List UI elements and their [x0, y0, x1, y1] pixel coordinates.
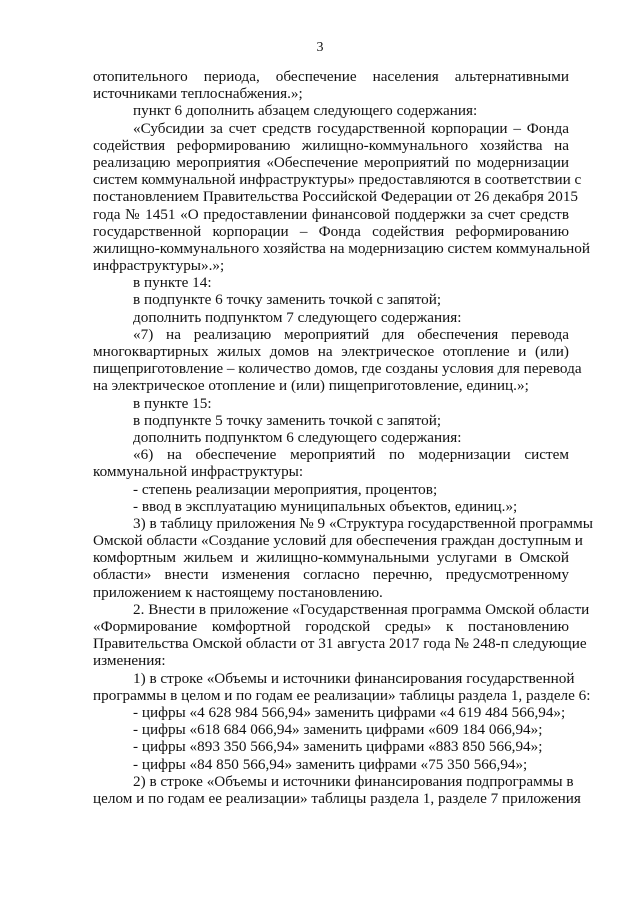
text-line: дополнить подпунктом 6 следующего содержания:: [133, 428, 462, 446]
text-line: коммунальной инфраструктуры:: [93, 463, 304, 481]
text-line: пункт 6 дополнить абзацем следующего содержания:: [133, 102, 478, 120]
text-line: государственной корпорации – Фонда содействия реформированию: [93, 222, 569, 240]
text-line: Омской области «Создание условий для обеспечения граждан доступным и: [93, 532, 583, 550]
text-line: инфраструктуры».»;: [93, 257, 225, 275]
text-line: источниками теплоснабжения.»;: [93, 85, 303, 103]
text-line: 3) в таблицу приложения № 9 «Структура государственной программы: [133, 514, 593, 532]
text-line: приложением к настоящему постановлению.: [93, 583, 383, 601]
text-line: жилищно-коммунального хозяйства на модернизацию систем коммунальной: [93, 239, 590, 257]
text-line: постановлением Правительства Российской Федерации от 26 декабря 2015: [93, 188, 579, 206]
text-line: - степень реализации мероприятия, процентов;: [133, 480, 438, 498]
text-line: в пункте 15:: [133, 394, 212, 412]
text-line: многоквартирных жилых домов на электрическое отопление и (или): [93, 343, 569, 360]
text-line: - цифры «84 850 566,94» заменить цифрами «75 350 566,94»;: [133, 755, 528, 773]
text-line: «7) на реализацию мероприятий для обеспечения перевода: [133, 325, 569, 343]
text-line: дополнить подпунктом 7 следующего содержания:: [133, 308, 462, 326]
text-line: - ввод в эксплуатацию муниципальных объектов, единиц.»;: [133, 497, 518, 515]
document-body: [93, 68, 593, 807]
text-line: - цифры «618 684 066,94» заменить цифрами «609 184 066,94»;: [133, 721, 543, 739]
text-line: 2. Внести в приложение «Государственная программа Омской области: [133, 600, 590, 618]
text-line: программы в целом и по годам ее реализации» таблицы раздела 1, разделе 6:: [93, 686, 591, 704]
page-number: 3: [316, 40, 324, 55]
text-line: Правительства Омской области от 31 августа 2017 года № 248-п следующие: [93, 635, 587, 653]
text-line: 2) в строке «Объемы и источники финансирования подпрограммы в: [133, 772, 574, 790]
text-line: систем коммунальной инфраструктуры» предоставляются в соответствии с: [93, 171, 582, 189]
text-line: изменения:: [93, 652, 166, 670]
text-line: на электрическое отопление и (или) пищеприготовление, единиц.»;: [93, 377, 529, 395]
text-line: 1) в строке «Объемы и источники финансирования государственной: [133, 669, 575, 687]
text-line: отопительного периода, обеспечение населения альтернативными: [93, 68, 569, 85]
text-line: пищеприготовление – количество домов, где созданы условия для перевода: [93, 360, 582, 378]
text-line: содействия реформированию жилищно-коммунального хозяйства на: [93, 136, 569, 154]
text-line: в подпункте 6 точку заменить точкой с запятой;: [133, 291, 442, 309]
text-line: целом и по годам ее реализации» таблицы раздела 1, разделе 7 приложения: [93, 789, 581, 807]
text-line: в подпункте 5 точку заменить точкой с запятой;: [133, 411, 442, 429]
text-line: реализацию мероприятия «Обеспечение мероприятий по модернизации: [93, 153, 569, 171]
text-line: года № 1451 «О предоставлении финансовой поддержки за счет средств: [93, 205, 569, 223]
text-line: комфортным жильем и жилищно-коммунальными услугами в Омской: [93, 549, 569, 567]
text-line: в пункте 14:: [133, 274, 212, 292]
text-line: «6) на обеспечение мероприятий по модернизации систем: [133, 446, 569, 464]
text-line: - цифры «893 350 566,94» заменить цифрами «883 850 566,94»;: [133, 738, 543, 756]
text-line: «Субсидии за счет средств государственной корпорации – Фонда: [133, 119, 569, 137]
text-line: области» внести изменения согласно перечню, предусмотренному: [93, 566, 569, 584]
text-line: - цифры «4 628 984 566,94» заменить цифрами «4 619 484 566,94»;: [133, 703, 566, 721]
text-line: «Формирование комфортной городской среды» к постановлению: [93, 618, 569, 635]
